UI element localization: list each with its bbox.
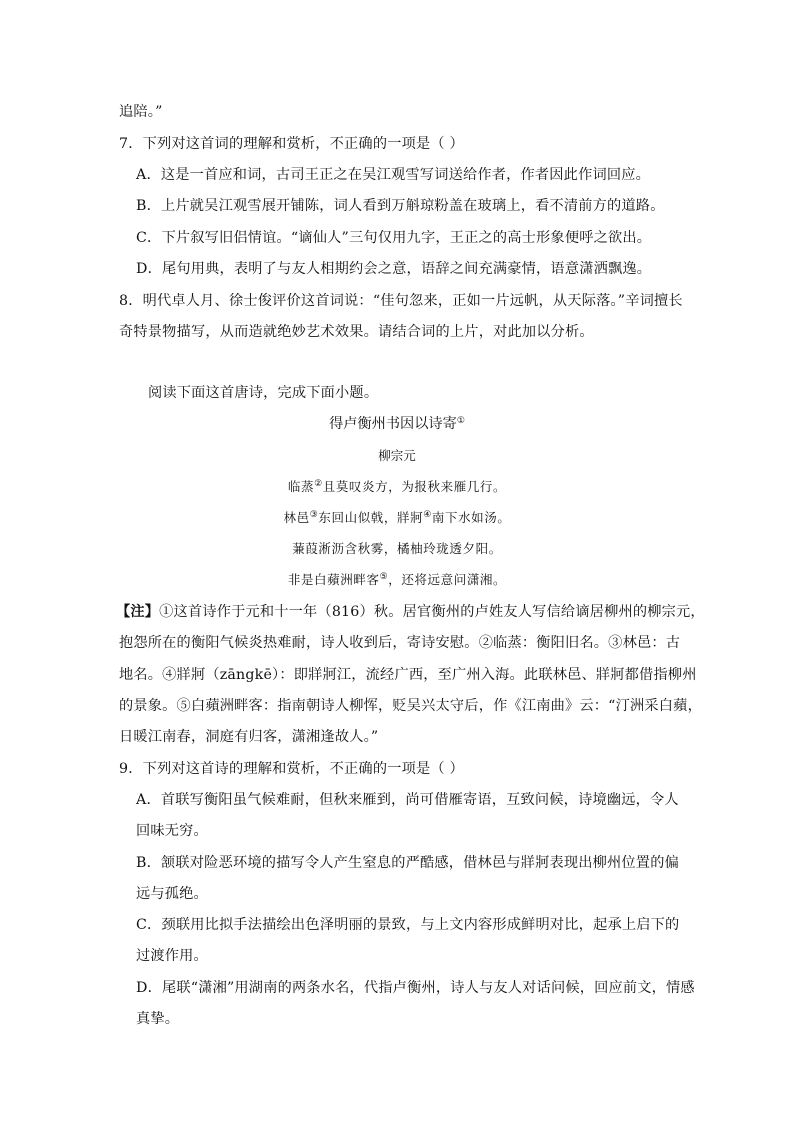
note-line-2: 抱怨所在的衡阳气候炎热难耐，诗人收到后，寄诗安慰。②临蒸：衡阳旧名。③林邑：古 [119,635,681,651]
question-9-option-a-line-1: A．首联写衡阳虽气候难耐，但秋来雁到，尚可借雁寄语，互致问候，诗境幽远，令人 [136,792,679,808]
question-7-option-b: B．上片就吴江观雪展开铺陈，词人看到万斛琼粉盖在玻璃上，看不清前方的道路。 [136,198,665,214]
question-7: 7．下列对这首词的理解和赏析，不正确的一项是（ ） [119,136,464,152]
question-7-option-c: C．下片叙写旧侣情谊。“谪仙人”三句仅用九字，王正之的高士形象便呼之欲出。 [136,230,652,246]
question-9-option-c-line-1: C．颈联用比拟手法描绘出色泽明丽的景致，与上文内容形成鲜明对比，起承上启下的 [136,917,680,933]
poem-line-4: 非是白蘋洲畔客⑤，还将远意问潇湘。 [287,572,507,587]
question-9-option-c-line-2: 过渡作用。 [136,948,208,964]
note-line-1: 【注】①这首诗作于元和十一年（816）秋。居官衡州的卢姓友人写信给谪居柳州的柳宗元， [116,604,705,620]
question-7-option-a: A．这是一首应和词，古司王正之在吴江观雪写词送给作者，作者因此作词回应。 [136,167,651,183]
reading-instruction: 阅读下面这首唐诗，完成下面小题。 [148,385,379,401]
note-line-3: 地名。④牂牁（zāngkē）：即牂牁江，流经广西，至广州入海。此联林邑、牂牁都借指柳州 [119,667,697,683]
question-7-option-d: D．尾句用典，表明了与友人相期约会之意，语辞之间充满豪情，语意潇洒飘逸。 [136,261,652,277]
note-line-4: 的景象。⑤白蘋洲畔客：指南朝诗人柳恽，贬吴兴太守后，作《江南曲》云：“汀洲采白蘋， [119,698,702,714]
question-9-option-a-line-2: 回味无穷。 [136,823,208,839]
note-line-5: 日暖江南春，洞庭有归客，潇湘逢故人。” [119,729,379,745]
poem-line-3: 蒹葭淅沥含秋雾，橘柚玲珑透夕阳。 [292,541,502,556]
poem-line-1: 临蒸②且莫叹炎方，为报秋来雁几行。 [287,479,507,494]
question-9: 9．下列对这首诗的理解和赏析，不正确的一项是（ ） [119,761,464,777]
poem-title: 得卢衡州书因以诗寄① [329,416,465,432]
poem-author: 柳宗元 [378,448,416,463]
question-9-option-d-line-1: D．尾联“潇湘”用湖南的两条水名，代指卢衡州，诗人与友人对话问候，回应前文，情感 [136,980,695,996]
note-label: 【注】 [116,604,160,620]
poem-line-2: 林邑③东回山似戟，牂牁④南下水如汤。 [283,510,511,525]
text-line-continuation: 追陪。” [119,104,163,120]
question-9-option-d-line-2: 真挚。 [136,1011,180,1027]
question-8-line-2: 奇特景物描写，从而造就绝妙艺术效果。请结合词的上片，对此加以分析。 [119,324,594,340]
question-9-option-b-line-2: 远与孤绝。 [136,886,208,902]
question-9-option-b-line-1: B．颔联对险恶环境的描写令人产生窒息的严酷感，借林邑与牂牁表现出柳州位置的偏 [136,855,679,871]
question-8-line-1: 8．明代卓人月、徐士俊评价这首词说：“佳句忽来，正如一片远帆，从天际落。”辛词擅长 [119,293,683,309]
